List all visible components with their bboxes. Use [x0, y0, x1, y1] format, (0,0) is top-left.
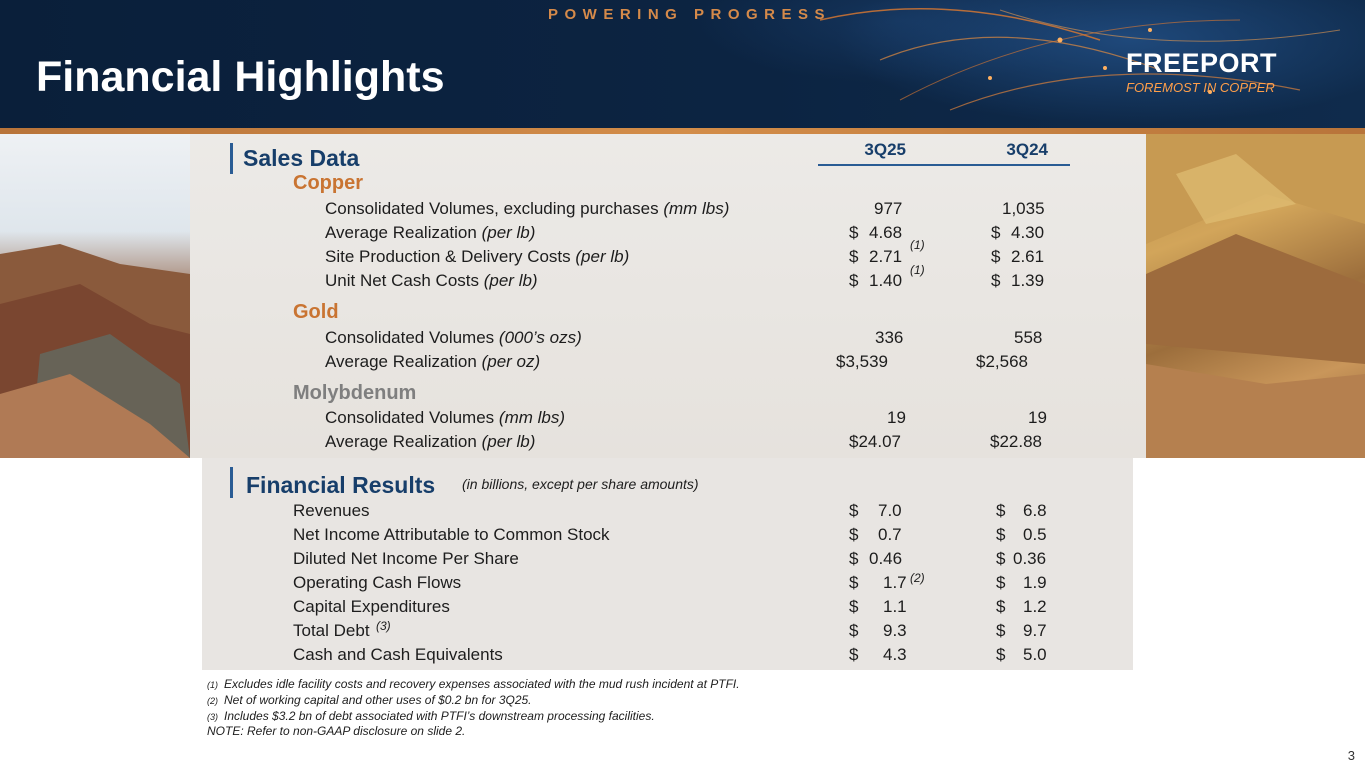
currency-symbol: $	[996, 597, 1006, 616]
copper-volumes-3q24: 1,035	[1002, 199, 1045, 218]
copper-unit-cash-costs-3q24: 1.39	[1011, 271, 1045, 290]
copper-realization-3q25: 4.68	[869, 223, 903, 242]
logo-tagline: FOREMOST IN COPPER	[1126, 80, 1275, 95]
section-marker	[230, 467, 233, 498]
financial-results-heading: Financial Results	[246, 472, 436, 498]
moly-realization-label: Average Realization (per lb)	[325, 432, 536, 451]
non-gaap-note: NOTE: Refer to non-GAAP disclosure on slide 2.	[207, 724, 466, 738]
currency-symbol: $	[991, 223, 1001, 242]
mine-photo-left	[0, 134, 190, 458]
hillside-illustration	[0, 134, 190, 458]
moly-realization-3q25: $24.07	[849, 432, 901, 451]
currency-symbol: $	[849, 223, 859, 242]
logo-name: FREEPORT	[1126, 48, 1278, 78]
moly-volumes-3q24: 19	[1028, 408, 1047, 427]
total-debt-3q25: 9.3	[883, 621, 907, 640]
moly-volumes-label: Consolidated Volumes (mm lbs)	[325, 408, 566, 427]
footnote-1: (1) Excludes idle facility costs and recovery expenses associated with the mud rush incident at PTFI.	[207, 677, 740, 691]
gold-realization-label: Average Realization (per oz)	[325, 352, 541, 371]
cash-equivalents-label: Cash and Cash Equivalents	[293, 645, 503, 664]
ore-rock-illustration	[1146, 134, 1365, 458]
currency-symbol: $	[991, 247, 1001, 266]
operating-cash-flows-label: Operating Cash Flows	[293, 573, 462, 592]
column-header-underline	[818, 164, 1070, 166]
currency-symbol: $	[996, 621, 1006, 640]
copper-realization-label: Average Realization (per lb)	[325, 223, 536, 242]
gold-volumes-3q24: 558	[1014, 328, 1043, 347]
footnote-3: (3) Includes $3.2 bn of debt associated with PTFI’s downstream processing facilities.	[207, 709, 655, 723]
currency-symbol: $	[991, 271, 1001, 290]
currency-symbol: $	[996, 525, 1006, 544]
gold-volumes-3q25: 336	[875, 328, 904, 347]
currency-symbol: $	[996, 501, 1006, 520]
currency-symbol: $	[849, 549, 859, 568]
net-income-3q24: 0.5	[1023, 525, 1047, 544]
gold-realization-3q25: $3,539	[836, 352, 888, 371]
currency-symbol: $	[849, 525, 859, 544]
currency-symbol: $	[996, 549, 1006, 568]
copper-volumes-3q25: 977	[874, 199, 903, 218]
currency-symbol: $	[849, 597, 859, 616]
copper-volumes-label: Consolidated Volumes, excluding purchases (mm lbs)	[325, 199, 730, 218]
molybdenum-heading: Molybdenum	[293, 382, 417, 404]
copper-site-costs-label: Site Production & Delivery Costs (per lb)	[325, 247, 630, 266]
diluted-eps-3q25: 0.46	[869, 549, 903, 568]
diluted-eps-3q24: 0.36	[1013, 549, 1047, 568]
footnote-2: (2) Net of working capital and other uses of $0.2 bn for 3Q25.	[207, 693, 532, 707]
footnote-ref: (2)	[910, 571, 925, 585]
page-title: Financial Highlights	[36, 53, 445, 101]
currency-symbol: $	[996, 645, 1006, 664]
total-debt-label: Total Debt	[293, 621, 370, 640]
copper-site-costs-3q24: 2.61	[1011, 247, 1045, 266]
footnote-ref: (1)	[910, 263, 925, 277]
company-logo	[1126, 49, 1277, 95]
capex-label: Capital Expenditures	[293, 597, 450, 616]
gold-realization-3q24: $2,568	[976, 352, 1028, 371]
revenues-3q25: 7.0	[878, 501, 902, 520]
currency-symbol: $	[849, 501, 859, 520]
currency-symbol: $	[849, 271, 859, 290]
currency-symbol: $	[849, 247, 859, 266]
revenues-3q24: 6.8	[1023, 501, 1047, 520]
diluted-eps-label: Diluted Net Income Per Share	[293, 549, 519, 568]
mine-photo-right	[1146, 134, 1365, 458]
net-income-label: Net Income Attributable to Common Stock	[293, 525, 610, 544]
header-banner	[0, 0, 1365, 128]
copper-unit-cash-costs-3q25: 1.40	[869, 271, 903, 290]
currency-symbol: $	[849, 621, 859, 640]
cash-equivalents-3q25: 4.3	[883, 645, 907, 664]
operating-cash-flows-3q24: 1.9	[1023, 573, 1047, 592]
currency-symbol: $	[996, 573, 1006, 592]
revenues-label: Revenues	[293, 501, 370, 520]
total-debt-3q24: 9.7	[1023, 621, 1047, 640]
copper-realization-3q24: 4.30	[1011, 223, 1045, 242]
column-header-3q24: 3Q24	[1006, 140, 1048, 159]
currency-symbol: $	[849, 573, 859, 592]
net-income-3q25: 0.7	[878, 525, 902, 544]
column-header-3q25: 3Q25	[864, 140, 906, 159]
sales-data-heading: Sales Data	[243, 145, 360, 171]
gold-heading: Gold	[293, 301, 339, 323]
operating-cash-flows-3q25: 1.7	[883, 573, 907, 592]
copper-unit-cash-costs-label: Unit Net Cash Costs (per lb)	[325, 271, 538, 290]
copper-site-costs-3q25: 2.71	[869, 247, 903, 266]
moly-realization-3q24: $22.88	[990, 432, 1042, 451]
currency-symbol: $	[849, 645, 859, 664]
copper-heading: Copper	[293, 172, 363, 194]
gold-volumes-label: Consolidated Volumes (000’s ozs)	[325, 328, 582, 347]
financial-results-subheading: (in billions, except per share amounts)	[462, 476, 699, 492]
footnote-ref: (3)	[376, 619, 391, 633]
capex-3q25: 1.1	[883, 597, 907, 616]
page-number: 3	[1347, 748, 1355, 763]
moly-volumes-3q25: 19	[887, 408, 906, 427]
cash-equivalents-3q24: 5.0	[1023, 645, 1047, 664]
footnote-ref: (1)	[910, 238, 925, 252]
capex-3q24: 1.2	[1023, 597, 1047, 616]
tagline: POWERING PROGRESS	[548, 6, 832, 23]
section-marker	[230, 143, 233, 174]
